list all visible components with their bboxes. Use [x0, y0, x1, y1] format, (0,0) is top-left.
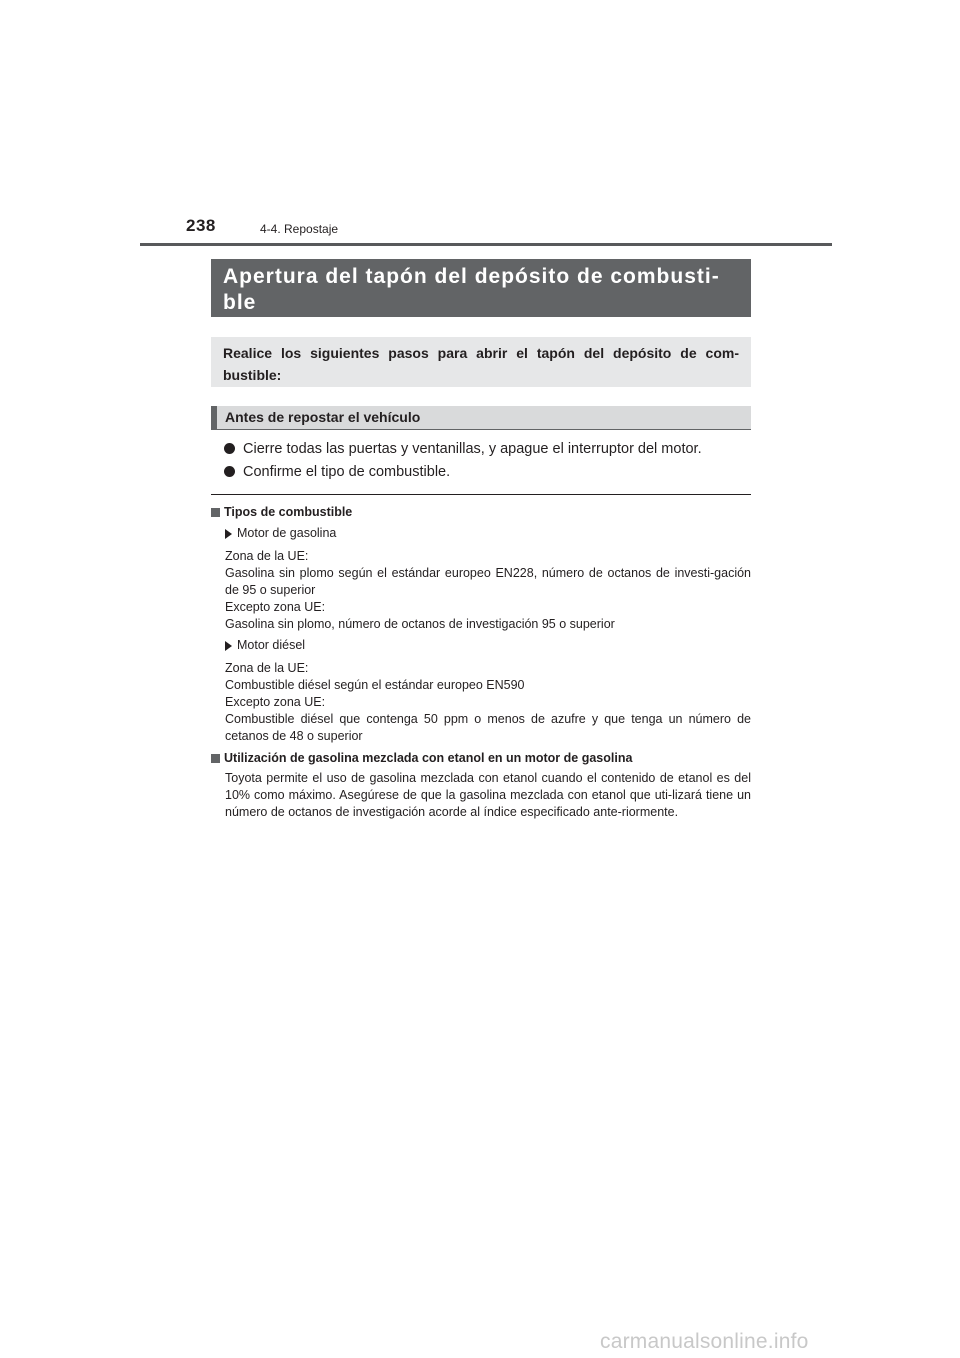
sub-item-diesel [225, 637, 751, 654]
square-bullet-icon [211, 508, 220, 517]
note-line: Gasolina sin plomo, número de octanos de investigación 95 o superior [225, 617, 615, 631]
header-divider [140, 243, 832, 246]
sub-item-label: Motor diésel [237, 638, 306, 652]
square-bullet-icon [211, 754, 220, 763]
note-heading-ethanol [211, 750, 751, 767]
note-heading-text: Tipos de combustible [224, 505, 353, 519]
sub-item-gasoline [225, 525, 751, 542]
note-body-fuel-types [211, 525, 751, 745]
note-line: Combustible diésel según el estándar europeo EN590 [225, 678, 525, 692]
triangle-bullet-icon [225, 641, 232, 651]
bullet-list [224, 437, 754, 483]
intro-box: Realice los siguientes pasos para abrir el tapón del depósito de com-bustible: [211, 337, 751, 387]
note-line: Zona de la UE: [225, 661, 309, 675]
page-number: 238 [186, 216, 216, 235]
note-line: Excepto zona UE: [225, 695, 326, 709]
section-reference: 4-4. Repostaje [260, 222, 339, 236]
note-heading-fuel-types [211, 504, 751, 521]
sub-item-label: Motor de gasolina [237, 526, 337, 540]
note-line: Gasolina sin plomo según el estándar europeo EN228, número de octanos de investi-gación de 95 o superior [225, 566, 751, 597]
bullet-item [224, 460, 754, 483]
note-line: Excepto zona UE: [225, 600, 326, 614]
note-heading-text: Utilización de gasolina mezclada con etanol en un motor de gasolina [224, 751, 633, 765]
note-body-ethanol: Toyota permite el uso de gasolina mezclada con etanol cuando el contenido de etanol es del 10% como máximo. Asegúrese de que la gasolina mezclada con etanol que uti-lizará tiene un número de octanos de investigación acorde al índice especificado ante-riormente. [225, 771, 751, 819]
bullet-text: Confirme el tipo de combustible. [243, 463, 451, 480]
note-line: Zona de la UE: [225, 549, 309, 563]
page-title-line-2: ble [223, 291, 257, 314]
notes-divider [211, 494, 751, 495]
watermark: carmanualsonline.info [600, 1330, 809, 1353]
page-title-line-1: Apertura del tapón del depósito de combusti- [223, 265, 720, 288]
note-line: Combustible diésel que contenga 50 ppm o menos de azufre y que tenga un número de cetanos de 48 o superior [225, 712, 751, 743]
bullet-text: Cierre todas las puertas y ventanillas, y apague el interruptor del motor. [243, 440, 702, 457]
bullet-icon [224, 443, 235, 454]
bullet-item [224, 437, 754, 460]
triangle-bullet-icon [225, 529, 232, 539]
page-title [211, 259, 751, 317]
notes-section [211, 504, 751, 821]
sub-heading: Antes de repostar el vehículo [211, 406, 751, 430]
bullet-icon [224, 466, 235, 477]
